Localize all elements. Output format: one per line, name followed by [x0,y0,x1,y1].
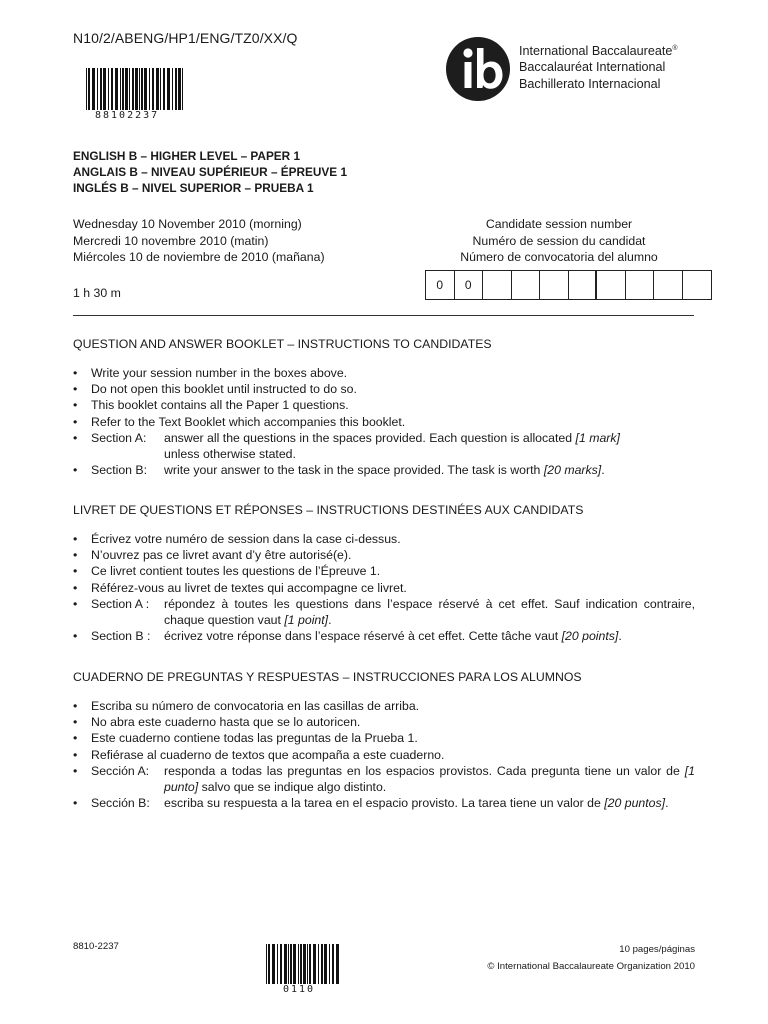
list-item: • Refiérase al cuaderno de textos que acompaña a este cuaderno. [73,747,445,762]
barcode-bar [167,68,170,110]
list-item: • Ce livret contient toutes les questions de l’Épreuve 1. [73,564,381,579]
session-box[interactable] [569,271,598,299]
barcode-top [86,68,184,110]
barcode-bar [111,68,113,110]
section-heading-es: CUADERNO DE PREGUNTAS Y RESPUESTAS – INSTRUCCIONES PARA LOS ALUMNOS [73,670,582,684]
barcode-bottom-number: 0110 [283,984,316,995]
barcode-bar [139,68,140,110]
barcode-bar [329,944,330,984]
list-item-section-b: • Section B : écrivez votre réponse dans l’espace réservé à cet effet. Cette tâche vaut [20 points]. [73,629,622,644]
barcode-bar [152,68,154,110]
barcode-bar [268,944,270,984]
barcode-bar [172,68,173,110]
barcode-bar [97,68,98,110]
barcode-bottom [266,944,341,984]
list-item: • Écrivez votre numéro de session dans la case ci-dessus. [73,532,401,546]
title-en: ENGLISH B – HIGHER LEVEL – PAPER 1 [73,149,301,163]
session-box[interactable] [512,271,541,299]
barcode-bar [266,944,267,984]
barcode-bar [108,68,109,110]
barcode-bar [280,944,282,984]
exam-duration: 1 h 30 m [73,286,121,300]
section-heading-fr: LIVRET DE QUESTIONS ET RÉPONSES – INSTRUCTIONS DESTINÉES AUX CANDIDATS [73,503,584,517]
barcode-bar [103,68,106,110]
session-labels [424,216,694,266]
barcode-bar [272,944,275,984]
instructions-fr [73,503,695,644]
paper-code: N10/2/ABENG/HP1/ENG/TZ0/XX/Q [73,30,298,46]
barcode-bar [290,944,292,984]
footer-right [420,941,695,975]
date-fr: Mercredi 10 novembre 2010 (matin) [73,233,269,248]
barcode-bar [332,944,334,984]
session-box[interactable]: 0 [426,271,455,299]
session-box[interactable] [654,271,683,299]
barcode-bar [92,68,95,110]
list-item: • Write your session number in the boxes above. [73,366,348,380]
barcode-bar [277,944,278,984]
session-box[interactable] [540,271,569,299]
ib-name-en: International Baccalaureate [519,44,673,59]
barcode-bar [144,68,147,110]
session-box[interactable] [683,271,712,299]
barcode-bar [175,68,177,110]
barcode-bar [284,944,287,984]
barcode-bar [141,68,143,110]
session-label-fr: Numéro de session du candidat [472,233,646,248]
session-label-en: Candidate session number [485,217,633,231]
paper-titles [73,148,347,196]
barcode-bar [178,68,181,110]
barcode-bar [303,944,306,984]
barcode-bar [321,944,323,984]
barcode-bar [132,68,134,110]
barcode-bar [149,68,150,110]
session-number-boxes [425,270,712,300]
list-item-section-b: • Sección B: escriba su respuesta a la tarea en el espacio provisto. La tarea tiene un valor de [20 puntos]. [73,796,669,811]
ib-names [519,41,678,92]
barcode-bar [163,68,165,110]
list-item: • No abra este cuaderno hasta que se lo autoricen. [73,715,361,730]
barcode-top-number: 88102237 [95,110,160,121]
title-es: INGLÉS B – NIVEL SUPERIOR – PRUEBA 1 [73,181,314,195]
list-item-section-a: • Sección A: responda a todas las preguntas en los espacios provistos. Cada pregunta tiene un valor de [1 punto] salvo que se indique algo distinto. [73,763,695,795]
list-item: • Escriba su número de convocatoria en las casillas de arriba. [73,699,420,713]
barcode-bar [313,944,316,984]
date-en: Wednesday 10 November 2010 (morning) [73,217,302,231]
session-box[interactable] [626,271,655,299]
barcode-bar [293,944,296,984]
ib-logo-icon [440,36,516,102]
list-item: • This booklet contains all the Paper 1 questions. [73,398,349,413]
session-box[interactable] [597,271,626,299]
barcode-bar [300,944,302,984]
barcode-bar [307,944,308,984]
page-count: 10 pages/páginas [619,944,695,955]
footer-code: 8810-2237 [73,941,119,952]
barcode-bar [182,68,183,110]
barcode-bar [318,944,319,984]
barcode-bar [115,68,118,110]
list-item-section-a: • Section A : répondez à toutes les questions dans l’espace réservé à cet effet. Sauf indication contraire, chaque question vaut [1 point]. [73,596,695,628]
ib-name-es: Bachillerato Internacional [519,76,661,91]
divider [73,315,694,316]
barcode-bar [160,68,161,110]
instructions-en [73,337,695,478]
session-box[interactable]: 0 [455,271,484,299]
barcode-bar [298,944,299,984]
copyright: © International Baccalaureate Organization 2010 [487,961,695,972]
barcode-bar [120,68,121,110]
list-item-section-a: • Section A: answer all the questions in the spaces provided. Each question is allocated [1 mark] unless otherwise stated. [73,430,620,462]
session-label-es: Número de convocatoria del alumno [460,250,658,264]
list-item: • N’ouvrez pas ce livret avant d’y être autorisé(e). [73,548,352,563]
session-box[interactable] [483,271,512,299]
barcode-bar [309,944,311,984]
list-item: • Do not open this booklet until instructed to do so. [73,382,357,397]
barcode-bar [122,68,124,110]
exam-dates [73,216,325,266]
ib-name-fr: Baccalauréat International [519,60,666,75]
list-item-section-b: • Section B: write your answer to the task in the space provided. The task is worth [20 marks]. [73,463,605,478]
date-es: Miércoles 10 de noviembre de 2010 (mañana) [73,250,325,264]
barcode-bar [135,68,138,110]
barcode-bar [125,68,128,110]
list-item: • Este cuaderno contiene todas las preguntas de la Prueba 1. [73,731,418,746]
barcode-bar [324,944,327,984]
barcode-bar [88,68,90,110]
list-item: • Référez-vous au livret de textes qui accompagne ce livret. [73,580,407,595]
barcode-bar [336,944,339,984]
barcode-bar [86,68,87,110]
registered-mark: ® [672,45,678,52]
title-fr: ANGLAIS B – NIVEAU SUPÉRIEUR – ÉPREUVE 1 [73,165,348,179]
barcode-bar [129,68,130,110]
barcode-bar [288,944,289,984]
list-item: • Refer to the Text Booklet which accompanies this booklet. [73,414,406,429]
instructions-es [73,670,695,811]
section-heading-en: QUESTION AND ANSWER BOOKLET – INSTRUCTIONS TO CANDIDATES [73,337,492,351]
barcode-bar [100,68,102,110]
barcode-bar [156,68,159,110]
